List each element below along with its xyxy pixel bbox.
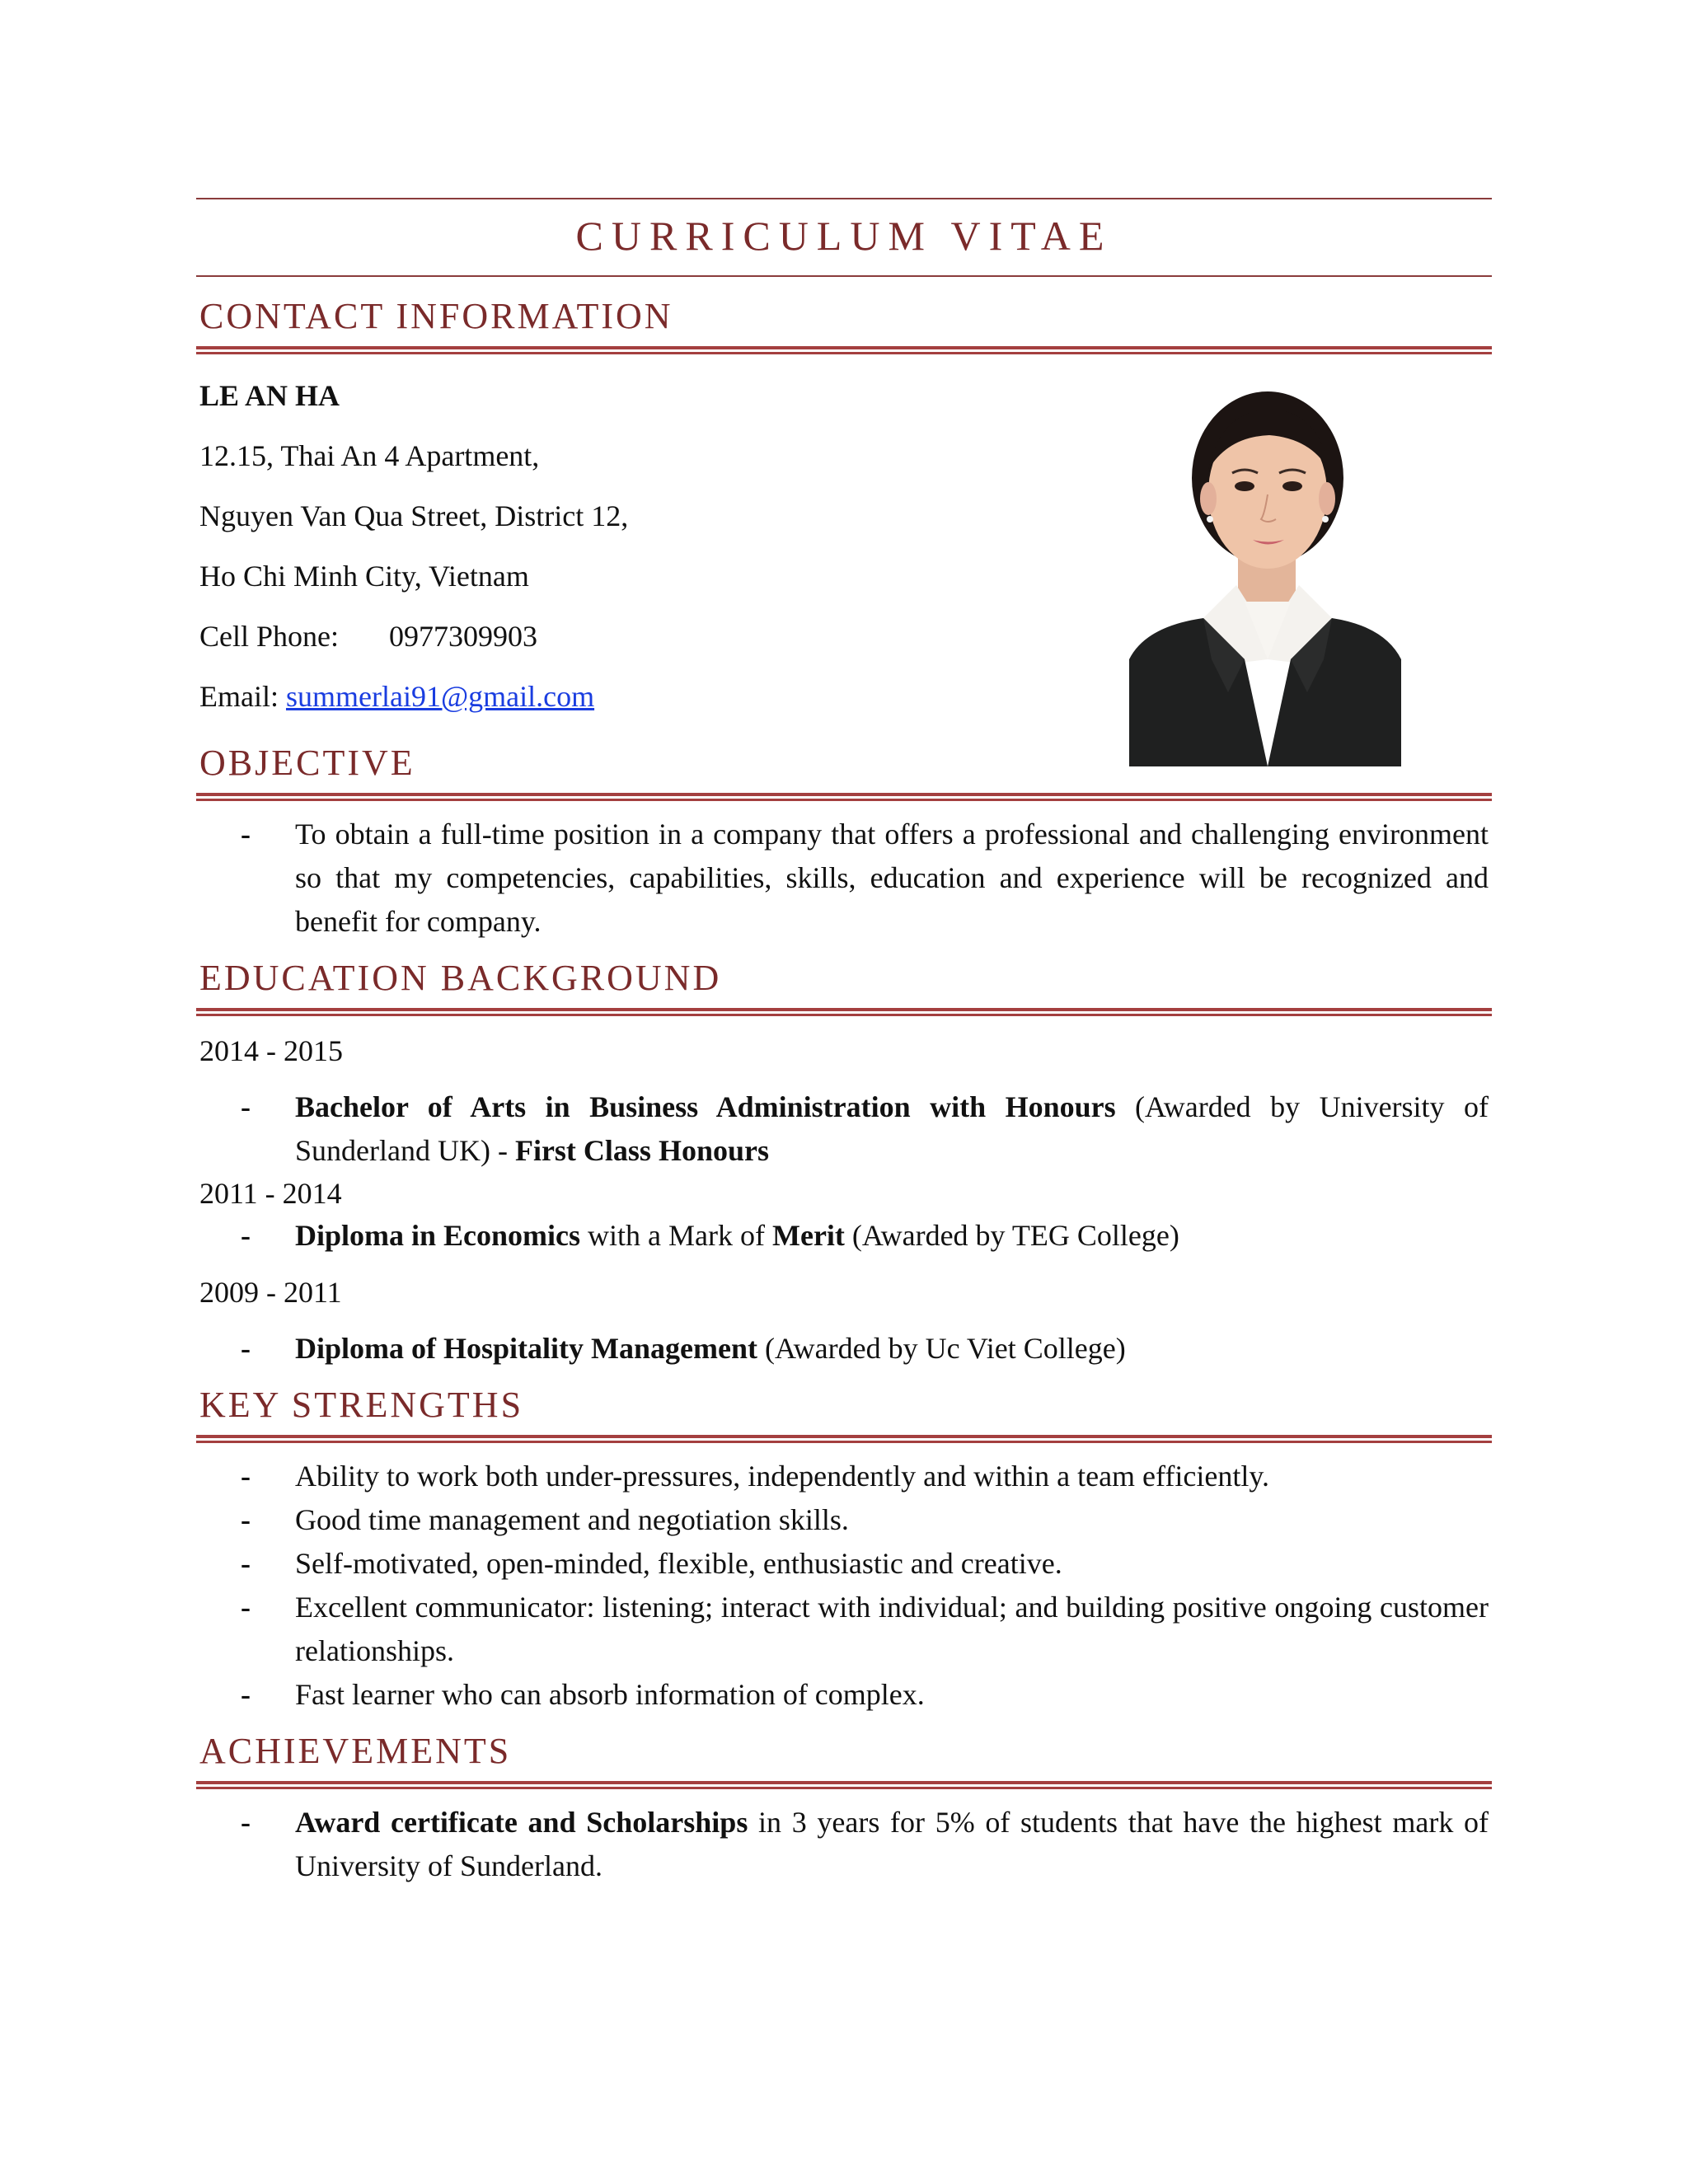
achievement-title: Award certificate and Scholarships xyxy=(295,1806,748,1839)
education-rule xyxy=(196,1008,1492,1016)
degree-honours: First Class Honours xyxy=(514,1134,769,1167)
address-line-1: 12.15, Thai An 4 Apartment, xyxy=(199,439,540,472)
achievements-rule xyxy=(196,1781,1492,1789)
objective-text: To obtain a full-time position in a company that offers a professional and challenging environment so that my competencies, capabilities, skills, education and experience will be recognized and benefit for company. xyxy=(295,818,1489,938)
cv-page xyxy=(196,198,1492,1888)
education-years-1: 2014 - 2015 xyxy=(199,1034,343,1067)
contact-section xyxy=(196,292,1492,727)
profile-photo xyxy=(1129,387,1401,766)
strength-item: - Fast learner who can absorb information of complex. xyxy=(241,1678,925,1711)
achievements-section xyxy=(196,1727,1492,1888)
achievements-heading: ACHIEVEMENTS xyxy=(199,1731,512,1771)
email-label: Email: xyxy=(199,680,279,713)
phone-label: Cell Phone: xyxy=(199,620,339,653)
address-line-3: Ho Chi Minh City, Vietnam xyxy=(199,560,529,593)
strengths-rule xyxy=(196,1435,1492,1443)
objective-rule xyxy=(196,793,1492,801)
education-heading: EDUCATION BACKGROUND xyxy=(199,958,722,998)
education-section xyxy=(196,954,1492,1371)
email-link[interactable]: summerlai91@gmail.com xyxy=(285,680,595,713)
degree-title: Diploma of Hospitality Management xyxy=(295,1332,757,1365)
title-bottom-rule xyxy=(196,275,1492,277)
education-years-2: 2011 - 2014 xyxy=(199,1177,342,1210)
strength-item: - Ability to work both under-pressures, independently and within a team efficiently. xyxy=(241,1460,1269,1493)
education-item-3: - Diploma of Hospitality Management (Awarded by Uc Viet College) xyxy=(241,1332,1126,1365)
strengths-section xyxy=(196,1380,1492,1717)
profile-photo-illustration xyxy=(1129,387,1401,766)
education-item-1: - Bachelor of Arts in Business Administration with Honours (Awarded by University of Sunderland UK) - First Class Honours xyxy=(241,1090,1489,1167)
candidate-name: LE AN HA xyxy=(199,379,340,412)
cv-title: CURRICULUM VITAE xyxy=(575,213,1113,259)
bullet-dash: - xyxy=(241,818,251,851)
achievement-item: - Award certificate and Scholarships in 3 years for 5% of students that have the highest mark of University of Sunderland. xyxy=(241,1806,1489,1882)
strengths-heading: KEY STRENGTHS xyxy=(199,1385,524,1425)
achievement-text: in 3 years for 5% of students that have the highest mark of University of Sunderland. xyxy=(295,1806,1489,1882)
degree-grade: Merit xyxy=(771,1219,845,1252)
degree-title: Bachelor of Arts in Business Administration with Honours xyxy=(295,1090,1116,1123)
objective-section xyxy=(196,738,1492,944)
education-years-3: 2009 - 2011 xyxy=(199,1276,342,1309)
address-line-2: Nguyen Van Qua Street, District 12, xyxy=(199,499,629,532)
phone-number: 0977309903 xyxy=(389,620,537,653)
objective-heading: OBJECTIVE xyxy=(199,743,415,783)
degree-title: Diploma in Economics xyxy=(295,1219,581,1252)
strength-item: - Self-motivated, open-minded, flexible, enthusiastic and creative. xyxy=(241,1547,1062,1580)
objective-item xyxy=(196,813,1492,944)
contact-rule xyxy=(196,346,1492,354)
education-item-2: - Diploma in Economics with a Mark of Merit (Awarded by TEG College) xyxy=(241,1219,1179,1252)
contact-heading: CONTACT INFORMATION xyxy=(199,296,673,336)
strength-item: - Excellent communicator: listening; interact with individual; and building positive ongoing customer relationships. xyxy=(241,1591,1489,1667)
strength-item: - Good time management and negotiation skills. xyxy=(241,1503,849,1536)
